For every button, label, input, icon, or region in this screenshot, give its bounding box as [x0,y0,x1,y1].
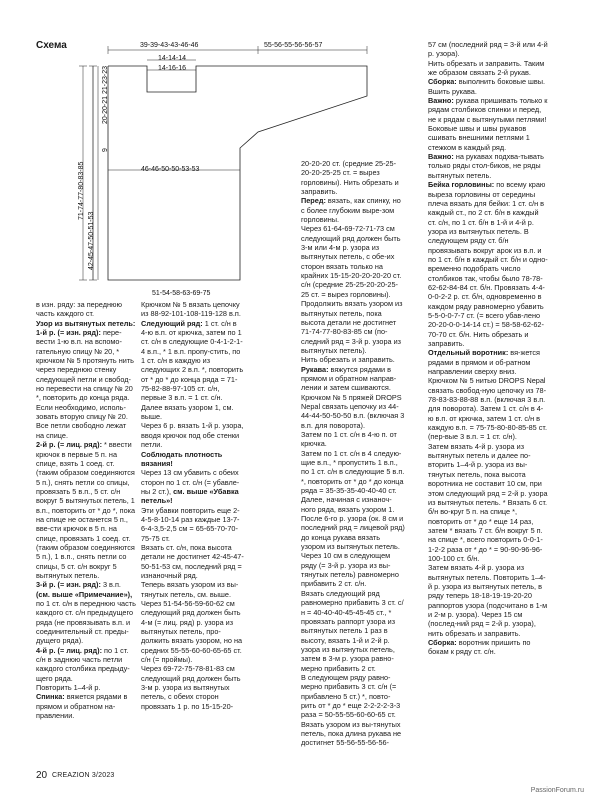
paragraph [36,328,136,440]
paragraph [301,196,405,224]
paragraph [36,580,136,589]
paragraph [141,468,245,505]
paragraph-text: в изн. ряду: за переднюю часть каждого ст. [36,300,122,319]
paragraph [301,495,405,588]
magazine-issue: CREAZION 3/2023 [52,772,115,779]
paragraph-text: вяжутся рядами в прямом и обратном направ-лении и затем сшиваются. Крючком № 5 пряжей DROPS Nepal связать цепочку из 44-44-44-50-50-50 в.п. (включая 3 в.п. для поворота). [301,364,405,430]
text-column-1 [36,300,136,764]
paragraph-text: Эти убавки повторить еще 2-4-5-8-10-14 раз каждые 13-7-6-4-3,5-2,5 см = 65-65-70-70-75-75 ст. [141,505,240,543]
paragraph-text: Вязать ст. с/н, пока высота детали не достигнет 42-45-47-50-51-53 см, последний ряд = изнаночный ряд. [141,542,244,580]
paragraph [301,430,405,449]
paragraph-text: 3 в.п. [100,580,121,590]
paragraph [428,152,548,180]
paragraph-text: Вшить рукава. [428,86,477,96]
paragraph-heading: Соблюдать плотность вязания! [141,449,223,468]
paragraph-text: воротник пришить по бокам к ряду ст. с/н. [428,638,531,657]
paragraph [301,224,405,299]
paragraph [428,563,548,638]
text-column-2 [141,300,245,764]
paragraph-text: вязать, как спинку, но с более глубоким выре-зом горловины. [301,196,401,225]
paragraph-heading: Важно: [428,152,454,162]
paragraph [141,300,245,319]
paragraph-text: Крючком № 5 вязать цепочку из 88-92-101-108-119-128 в.п. [141,300,241,319]
paragraph-text: Далее вязать узором 1, см. выше. [141,402,234,422]
paragraph [36,590,136,646]
paragraph [141,506,245,543]
paragraph-text: Повторить 1–4-й р. [36,683,101,693]
paragraph-text: Нить обрезать и заправить. [301,355,395,365]
paragraph [428,348,548,441]
dim-armhole-height: 9 [102,148,109,152]
paragraph [428,77,548,86]
paragraph-text: вя-жется рядами в прямом и об-ратном направлении сверху вниз. Крючком № 5 нитью DROPS Nepal связать свобод-ную цепочку из 78-78-83-83-88-88 в.п. (включая 3 в.п. для поворота). Затем 1 ст. с/н в 4-ю в.п. от крючка, затем 1 ст. с/н в каждую в.п. = 75-75-80-80-85-85 ст. (пер-вые 3 в.п. = 1 ст. с/н). [428,348,547,442]
paragraph [141,664,245,711]
paragraph-text: 20-20-20 ст. (средние 25-25-20-20-25-25 ст. = вырез горловины). Нить обрезать и заправить. [301,159,399,197]
dim-total-height: 71-74-77-80-83-85 [78,161,85,220]
paragraph [301,299,405,355]
paragraph-text: Через 69-72-75-78-81-83 см следующий ряд должен быть 3-м р. узора из вытянутых петель, с обеих сторон провязать 1 р. по 15-15-20- [141,664,241,711]
paragraph-text: Через 6 р. вязать 1-й р. узора, вводя крючок под обе стенки петли. [141,421,244,450]
paragraph [36,440,136,580]
paragraph [301,365,405,430]
paragraph [36,300,136,319]
paragraph-heading: 3-й р. (= изн. ряд): [36,580,101,590]
paragraph-text: рукава пришивать только к рядам столбиков спинки и перед, не к рядам с вытянутыми петлями! Боковые швы и швы рукавов сшивать внешними петлями 1 стежком в каждый ряд. [428,96,548,152]
paragraph-text: на рукавах подхва-тывать только ряды стол-биков, не ряды вытянутых петель. [428,152,544,180]
paragraph [141,403,245,422]
paragraph-text: Затем по 1 ст. с/н в 4 следую-щие в.п., * пропустить 1 в.п., по 1 ст. с/н в следующие 5 в.п. *, повторить от * до * до конца ряда = 35-35-35-40-40-40 ст. [301,448,405,496]
paragraph-text: Далее, начиная с изнаноч-ного ряда, вязать узором 1. После 6-го р. узора (ок. 8 см и последний ряд = лицевой ряд) до конца рукава вязать узором из вытянутых петель. Через 10 см в следующем ряду (= 3-й р. узора из вы-тянутых петель) равномерно прибавить 2 ст. с/н. [301,495,405,589]
paragraph [141,599,245,664]
dim-hem: 51-54-58-63-69-75 [152,290,211,297]
paragraph-heading: Следующий ряд: [141,318,203,328]
paragraph [428,87,548,96]
paragraph [428,40,548,59]
paragraph [36,683,136,692]
paragraph [141,450,245,469]
paragraph-heading: Рукава: [301,364,329,374]
paragraph-text: Затем по 1 ст. с/н в 4-ю п. от крючка. [301,429,397,449]
paragraph-text: Через 51-54-56-59-60-62 см следующий ряд должен быть 4-м (= лиц. ряд) р. узора из вытянутых петель, про-должить вязать узором, но на средних 55-55-60-60-65-65 ст. с/н (= проймы). [141,599,243,665]
paragraph [428,442,548,563]
paragraph-text: по 1 ст. с/н в переднюю часть каждого ст. с/н предыдущего ряда (не провязывать в.п. и соединительный ст. преды-дущего ряда). [36,599,136,646]
paragraph-heading: Отдельный воротник: [428,348,509,358]
paragraph-text: пере-вести 1-ю в.п. на вспомо-гательную спицу № 20, * крючком № 5 протянуть нить через переднюю стенку следующей петли и свобод-но перевести на спицу № 20 *, повторить до конца ряда. Если необходимо, исполь-зовать вторую спицу № 20. Все петли свободно лежат на спице. [36,328,134,440]
paragraph-heading: Перед: [301,196,326,206]
paragraph-text: Затем вязать 4-й р. узора из вытянутых петель и далее по-вторить 1–4-й р. узора из вы-тянутых петель, пока высота воротника не составит 10 см, при этом следующий ряд = 2-й р. узора из вытянутых петель. * Вязать 6 ст. б/н во-круг 5 п. на спице *, повторить от * до * еще 14 раз, затем * вязать 7 ст. б/н вокруг 5 п. на спице *, всего повторить 0-0-1-1-2-2 раза от * до * = 90-90-96-96-100-100 ст. б/н. [428,441,548,563]
paragraph [36,692,136,720]
paragraph-text: Продолжить вязать узором из вытянутых петель, пока высота детали не достигнет 71-74-77-80-83-85 см (по-следний ряд = 3-й р. узора из вытянутых петель). [301,299,403,355]
paragraph [301,159,405,196]
paragraph [36,646,136,683]
watermark: PassionForum.ru [530,787,584,794]
paragraph-text: по всему краю выреза горловины от середины плеча вязать для бейки: 1 ст. с/н в каждый ст., по 2 ст. б/н в каждый ст. с/н, по 1 ст. б/н в 1-й и 4-й р. узора из вытянутых петель. В следующем ряду ст. б/н провязывать вокруг арок из в.п. и по 1 ст. б/н в каждый ст. б/н и одно-временно подобрать число столбиков так, чтобы было 78-78-62-62-84-84 ст. б/н. Провязать 4-4-0-0-2-2 р. ст. б/н, одновременно в каждом ряду равномерно убавить 5-5-0-0-7-7 ст. (= всего убав-лено 20-20-0-0-14-14 ст.) = 58-58-62-62-70-70 ст. б/н. Нить обрезать и заправить. [428,180,548,348]
paragraph-text: * ввести крючок в первые 5 п. на спице, взять 1 соед. ст. (таким образом соединяются 5 п.), снять петли со спицы, провязать 5 в.п., 5 ст. с/н вокруг 5 вытянутых петель, 1 в.п., повторить от * до *, пока на спице не останется 5 п., вве-сти крючок в 5 п. на спице, провязать 1 соед. ст. (таким образом соединяются 5 п.), 1 в.п., снять петли со спицы, 5 ст. с/н вокруг 5 вытянутых петель. [36,440,136,580]
dim-neck-inner: 14-14-14 [158,55,187,62]
text-column-3 [301,159,405,764]
text-column-4 [428,40,548,762]
paragraph-text: 1 ст. с/н в 4-ю в.п. от крючка, затем по 1 ст. с/н в следующие 0-4-1-2-1-4 в.п., * 1 в.п. пропу-стить, по 1 ст. с/н в каждую из следующих 2 в.п. *, повторить от * до * до конца ряда = 71-75-82-88-97-105 ст. с/н, первые 3 в.п. = 1 ст. с/н. [141,318,244,403]
paragraph-heading: Сборка: [428,638,457,647]
page-number: 20 [36,770,48,781]
paragraph-heading: Бейка горловины: [428,180,495,190]
paragraph [141,580,245,599]
dim-body-height: 42-45-47-50-51-53 [88,211,95,270]
paragraph-text: Нить обрезать и заправить. Таким же образом связать 2-й рукав. [428,58,545,78]
paragraph [301,589,405,673]
paragraph-heading: (см. выше «Примечание»), [36,589,133,599]
paragraph-heading: 1-й р. (= изн. ряд): [36,328,101,338]
paragraph-text: Через 13 см убавить с обеих сторон по 1 ст. с/н (= убавле-ны 2 ст.), [141,468,240,496]
paragraph-text: В следующем ряду равно-мерно прибавить 3 ст. с/н (= прибавлено 5 ст.) *, повто-рить от * до * еще 2-2-2-2-3-3 раза = 50-55-55-60-60-65 ст. [301,672,401,720]
paragraph-text: по 1 ст. с/н в заднюю часть петли каждого столбика предыду-щего ряда. [36,645,130,683]
paragraph [428,96,548,152]
paragraph [36,319,136,328]
paragraph-text: Через 61-64-69-72-71-73 см следующий ряд должен быть 3-м или 4-м р. узора из вытянутых петель, с обе-их сторон вязать только на крайних 15-15-20-20-20-20 ст. с/н (средние 25-25-20-20-25-25 ст. = вырез горловины). [301,224,402,299]
paragraph-text: Вязать узором из вы-тянутых петель, пока длина рукава не достигнет 55-56-55-56-56- [301,719,402,748]
paragraph [301,449,405,496]
paragraph-heading: Сборка: [428,77,457,87]
dim-chest: 46-46-50-50-53-53 [141,166,200,173]
paragraph [428,180,548,348]
paragraph-heading: Спинка: [36,692,65,702]
paragraph-heading: Узор из вытянутых петель: [36,318,136,328]
paragraph [301,355,405,364]
paragraph-text: Теперь вязать узором из вы-тянутых петель, см. выше. [141,580,239,599]
dim-sleeve-width: 55-56-55-56-56-57 [264,42,323,49]
schema-title: Схема [36,40,67,51]
paragraph [301,720,405,748]
paragraph [428,59,548,78]
dim-neck-outer: 14-16-16 [158,65,187,72]
dim-top-width: 39-39-43-43-46-46 [140,42,199,49]
paragraph-text: Затем вязать 4-й р. узора из вытянутых петель. Повторить 1–4-й р. узора из вытянутых петель, в ряду теперь 18-18-19-19-20-20 раппортов узора (подсчитано в 1-м и 2-м р. узора). Через 15 см (послед-ний ряд = 2-й р. узора), нить обрезать и заправить. [428,563,548,638]
paragraph-text: 57 см (последний ряд = 3-й или 4-й р. узора). [428,40,548,59]
paragraph-text: Вязать следующий ряд равномерно прибавить 3 ст. с/н = 40-40-40-45-45-45 ст., * провязать раппорт узора из вытянутых петель 1 раз в высоту, вязать 1-й и 2-й р. узора из вытянутых петель, затем в 3-м р. узора равно-мерно прибавить 2 ст. [301,588,404,673]
paragraph-heading: Важно: [428,96,454,106]
paragraph-emphasis: см. выше «Убавка петель»! [141,486,239,506]
dim-shoulder-height: 20-20-21 21-23-23 [102,66,109,124]
paragraph-text: выполнить боковые швы. [456,77,546,87]
paragraph [428,638,548,657]
paragraph-text: вяжется рядами в прямом и обратном на-правлении. [36,692,128,721]
paragraph-heading: 2-й р. (= лиц. ряд): [36,440,103,450]
paragraph [141,421,245,449]
paragraph [141,543,245,580]
paragraph [301,673,405,720]
paragraph [141,319,245,403]
paragraph-heading: 4-й р. (= лиц. ряд): [36,645,103,655]
